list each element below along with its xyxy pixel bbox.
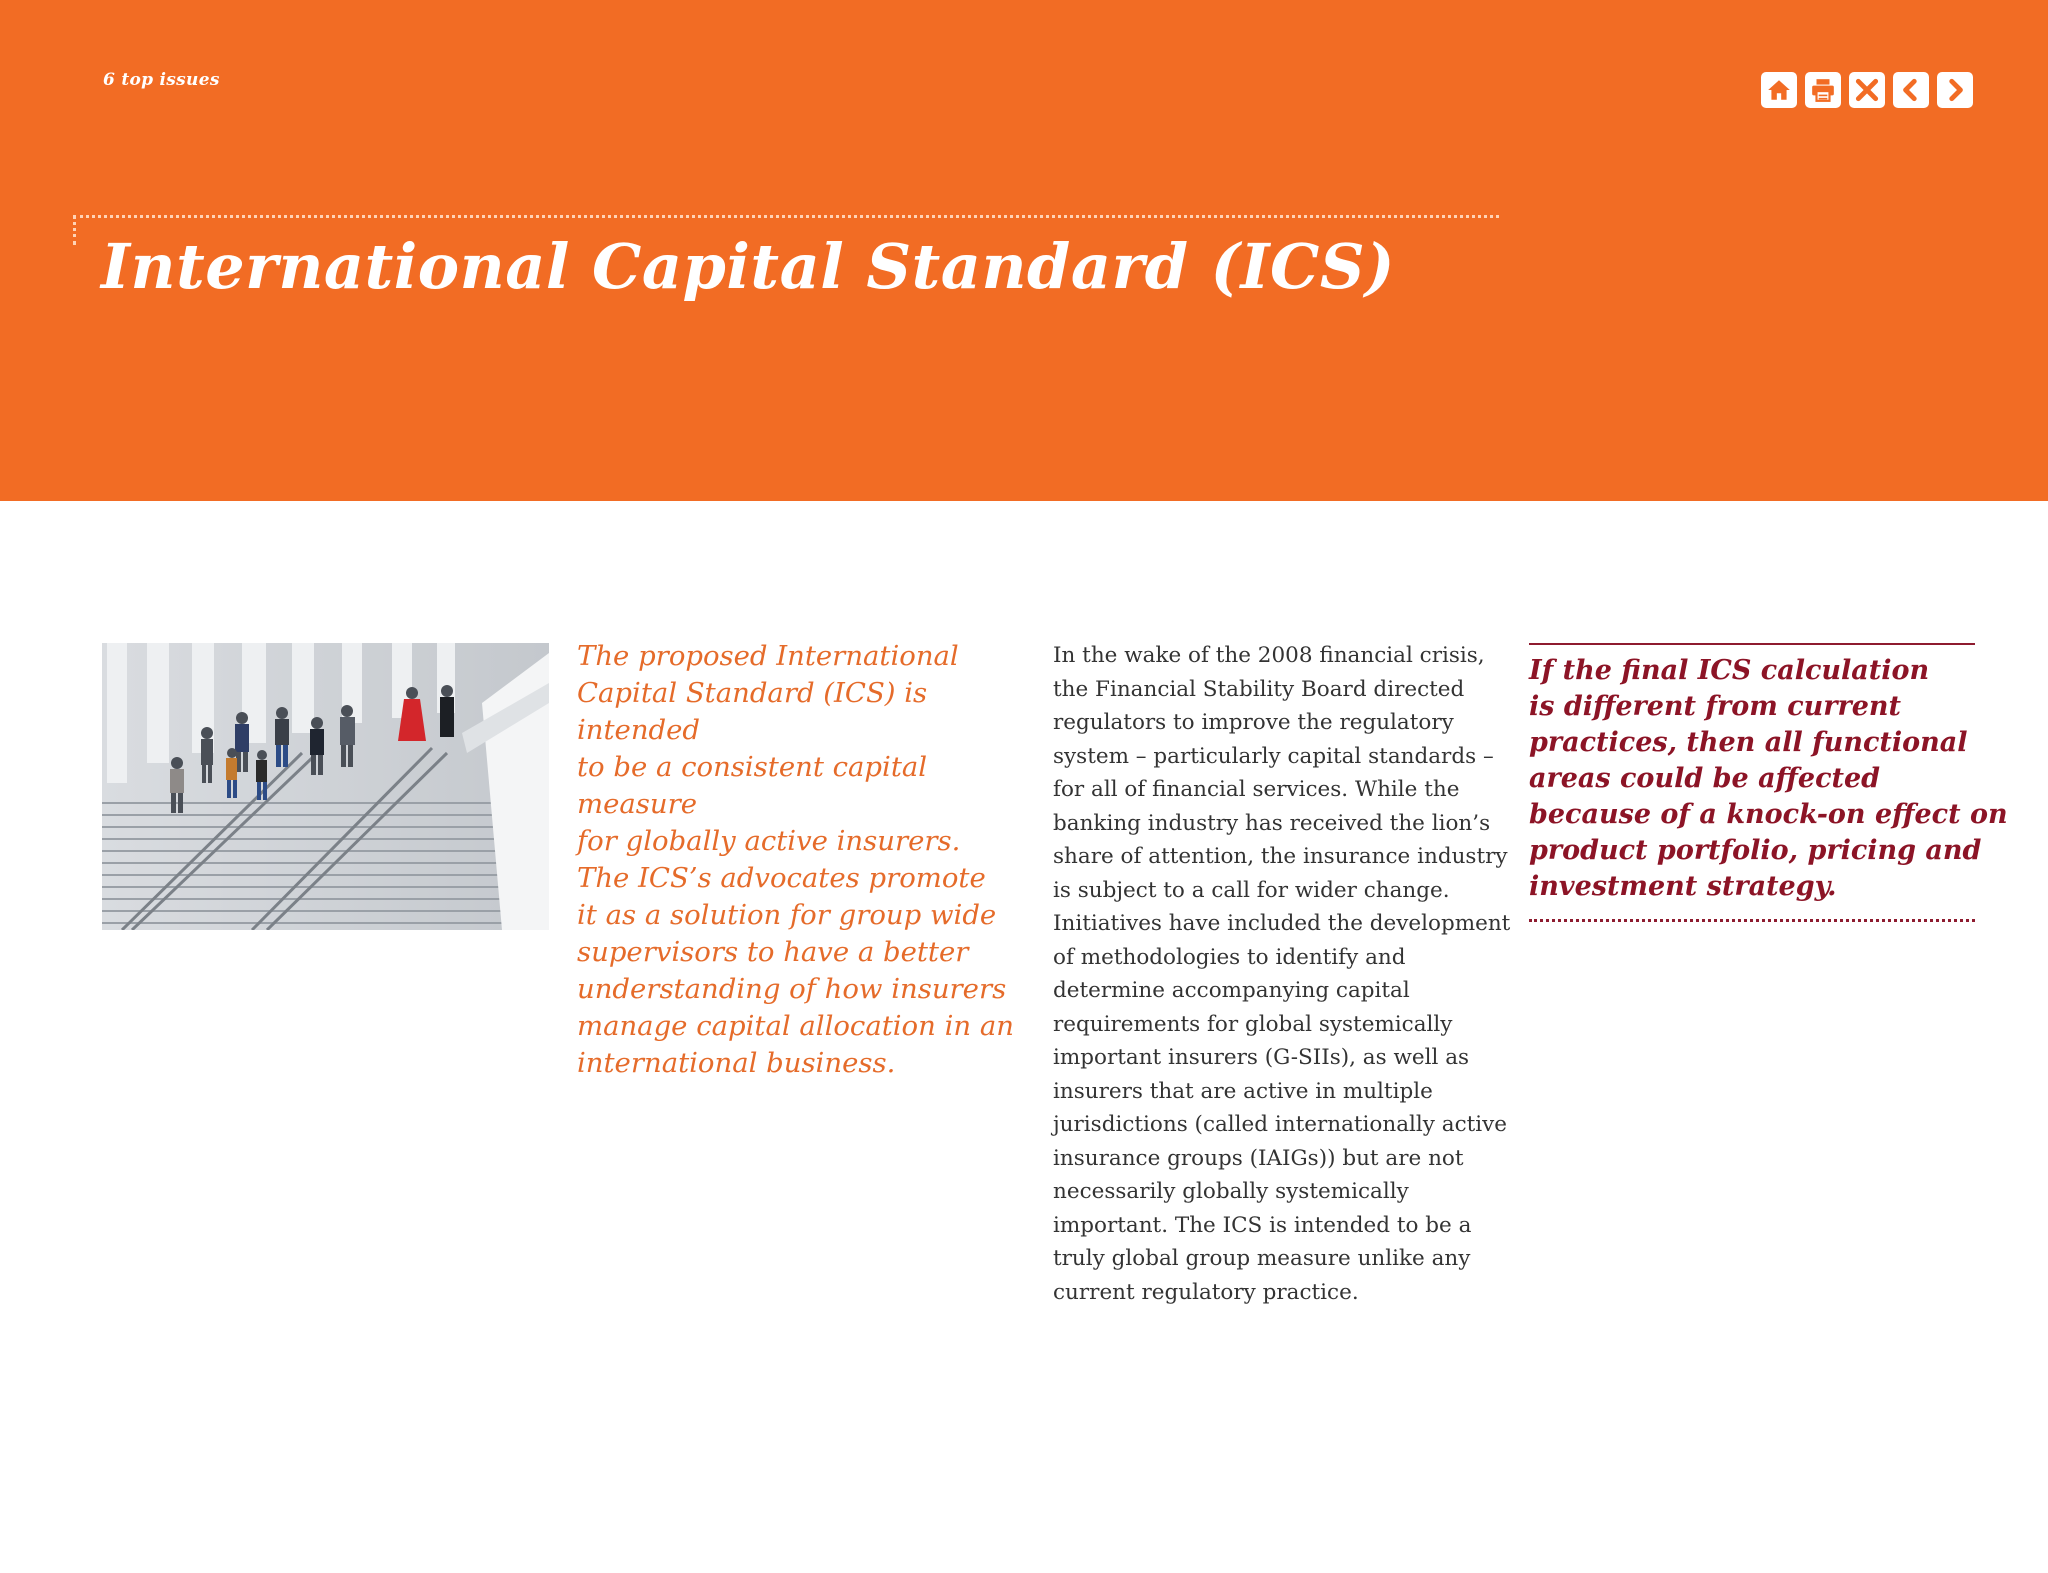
- next-page-button[interactable]: [1937, 72, 1973, 108]
- nav-toolbar: [1761, 72, 1973, 108]
- title-dotted-rule: [73, 215, 1499, 218]
- body-paragraph: In the wake of the 2008 financial crisis, the Financial Stability Board directed regulators to improve the regulatory system – particularly capital standards – for all of financial services. While the banking industry has received the lion’s share of attention, the insurance industry is subject to a call for wider change. Initiatives have included the development of methodologies to identify and determine accompanying capital requirements for global systemically important insurers (G-SIIs), as well as insurers that are active in multiple jurisdictions (called internationally active insurance groups (IAIGs)) but are not necessarily globally systemically important. The ICS is intended to be a truly global group measure unlike any current regulatory practice.: [1053, 643, 1511, 1305]
- previous-page-button[interactable]: [1893, 72, 1929, 108]
- pullquote-box: [1529, 643, 2008, 922]
- intro-line: for globally active insurers.: [577, 825, 961, 857]
- chevron-right-icon: [1942, 77, 1968, 103]
- close-button[interactable]: [1849, 72, 1885, 108]
- pullquote-line: If the final ICS calculation: [1529, 655, 1930, 686]
- intro-line: international business.: [577, 1047, 896, 1079]
- intro-line: supervisors to have a better: [577, 936, 969, 968]
- intro-line: Capital Standard (ICS) is intended: [577, 677, 928, 746]
- pullquote-text: [1529, 653, 2008, 905]
- pullquote-line: because of a knock-on effect on: [1529, 799, 2008, 830]
- chevron-left-icon: [1898, 77, 1924, 103]
- pullquote-line: areas could be affected: [1529, 763, 1881, 794]
- home-icon: [1766, 77, 1792, 103]
- print-icon: [1810, 77, 1836, 103]
- intro-line: it as a solution for group wide: [577, 899, 997, 931]
- title-dotted-tick: [73, 215, 76, 245]
- intro-text: [577, 638, 1037, 1082]
- header-banner: [0, 0, 2048, 501]
- intro-line: understanding of how insurers: [577, 973, 1007, 1005]
- intro-line: manage capital allocation in an: [577, 1010, 1014, 1042]
- pullquote-line: product portfolio, pricing and: [1529, 835, 1982, 866]
- page-title: International Capital Standard (ICS): [101, 230, 1395, 303]
- page-label: 6 top issues: [103, 70, 220, 90]
- intro-line: The ICS’s advocates promote: [577, 862, 986, 894]
- close-icon: [1854, 77, 1880, 103]
- stairs-photo: [102, 643, 549, 930]
- print-button[interactable]: [1805, 72, 1841, 108]
- intro-line: to be a consistent capital measure: [577, 751, 928, 820]
- pullquote-line: practices, then all functional: [1529, 727, 1968, 758]
- pullquote-line: is different from current: [1529, 691, 1902, 722]
- home-button[interactable]: [1761, 72, 1797, 108]
- pullquote-dotted-rule: [1529, 919, 1975, 922]
- pullquote-line: investment strategy.: [1529, 871, 1837, 902]
- intro-line: The proposed International: [577, 640, 959, 672]
